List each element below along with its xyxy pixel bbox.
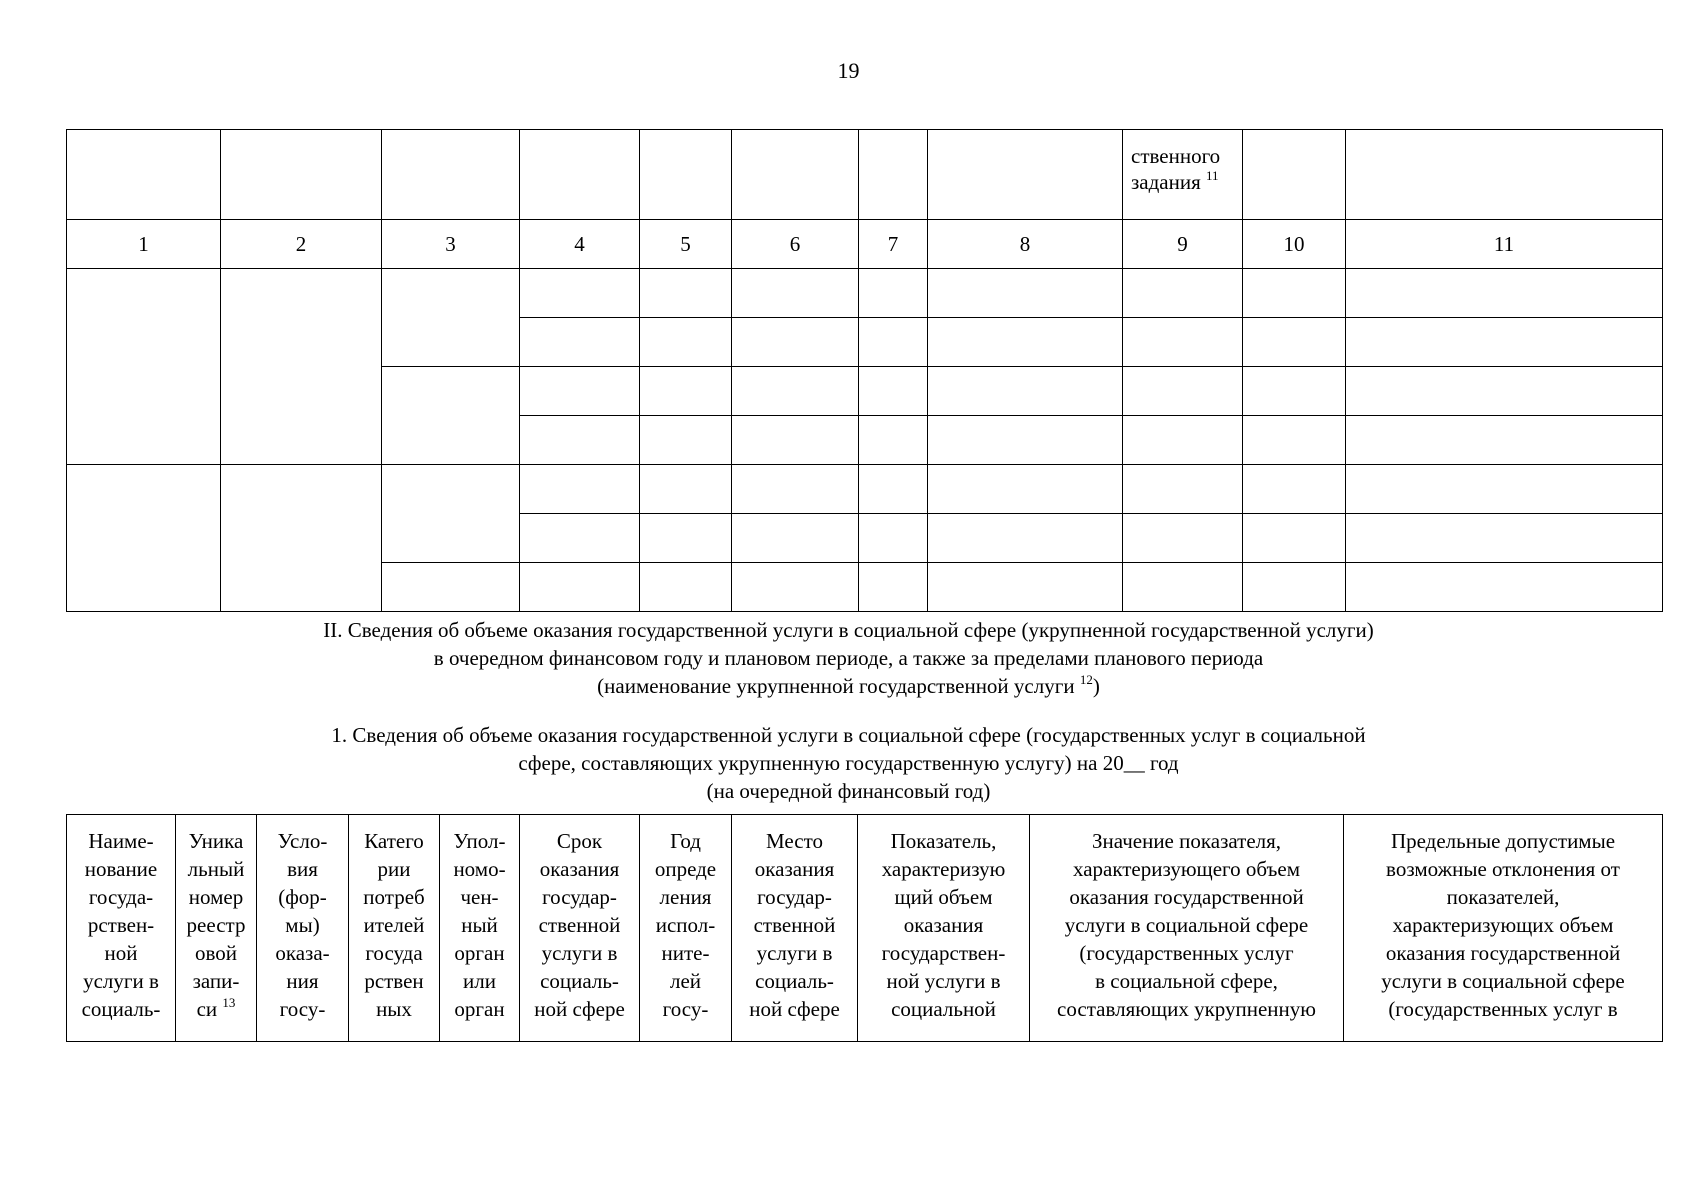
- column-header-line: овой: [194, 941, 237, 965]
- column-header: [176, 815, 257, 1042]
- column-header-line: характеризующего объем: [1072, 857, 1301, 881]
- column-header-line: орган: [454, 941, 505, 965]
- table-cell: [520, 318, 640, 367]
- table-cell: [640, 367, 732, 416]
- footnote-ref: 13: [222, 995, 236, 1010]
- header-cell-state-task: [1123, 130, 1243, 220]
- table-cell: [928, 318, 1123, 367]
- column-header-line: чен-: [460, 885, 499, 909]
- indicator-table: [66, 129, 1663, 612]
- header-cell: [1346, 130, 1663, 220]
- table-cell: [640, 563, 732, 612]
- column-header-line: государ-: [542, 885, 617, 909]
- column-number: 2: [221, 220, 382, 269]
- column-header-line: запи-: [192, 969, 240, 993]
- column-number: 8: [928, 220, 1123, 269]
- table-header-row: [67, 815, 1663, 1042]
- column-header-line: ните-: [661, 941, 710, 965]
- column-header-line: социаль-: [540, 969, 619, 993]
- footnote-ref: 12: [1079, 672, 1093, 687]
- column-header-line: щий объем: [894, 885, 993, 909]
- table-cell: [520, 465, 640, 514]
- table-cell: [928, 416, 1123, 465]
- column-header-line: номо-: [453, 857, 506, 881]
- table-cell: [1243, 416, 1346, 465]
- column-header-line: характеризую: [881, 857, 1006, 881]
- page-number: 19: [837, 58, 860, 83]
- table-cell: [640, 514, 732, 563]
- column-header-line: ителей: [363, 913, 425, 937]
- table-cell: [1243, 367, 1346, 416]
- table-cell: [1123, 318, 1243, 367]
- table-cell: [859, 563, 928, 612]
- column-header-line: социаль-: [81, 997, 161, 1021]
- column-header-line: (фор-: [278, 885, 327, 909]
- header-cell: [859, 130, 928, 220]
- column-header-line: госу-: [662, 997, 709, 1021]
- column-header-line: льный: [187, 857, 245, 881]
- column-header-line: Уника: [188, 829, 244, 853]
- column-header-line: услуги в: [541, 941, 618, 965]
- table-cell: [1123, 465, 1243, 514]
- table-row: [67, 269, 1663, 318]
- column-number: 3: [382, 220, 520, 269]
- column-number: 10: [1243, 220, 1346, 269]
- column-header-line: Наиме-: [88, 829, 154, 853]
- table-cell: [928, 269, 1123, 318]
- column-number: 4: [520, 220, 640, 269]
- header-cell: [382, 130, 520, 220]
- table-header-row: [67, 130, 1663, 220]
- column-header-line: ной сфере: [749, 997, 840, 1021]
- column-header-line: оказа-: [275, 941, 330, 965]
- column-header-line: рии: [377, 857, 411, 881]
- column-header-line: ления: [659, 885, 712, 909]
- column-header-line: возможные отклонения от: [1386, 857, 1620, 881]
- table-cell: [1123, 416, 1243, 465]
- column-header-line: ной сфере: [534, 997, 625, 1021]
- table-cell: [732, 367, 859, 416]
- column-header-line: госуда-: [88, 885, 154, 909]
- column-header-line: орган: [454, 997, 505, 1021]
- table-cell: [928, 367, 1123, 416]
- table-cell: [732, 269, 859, 318]
- table-cell: [520, 269, 640, 318]
- column-header: [257, 815, 349, 1042]
- table-cell: [67, 465, 221, 612]
- column-number: 6: [732, 220, 859, 269]
- column-header-line: ния: [286, 969, 319, 993]
- table-cell: [732, 465, 859, 514]
- section-title-line: [0, 672, 1697, 700]
- section-title-text: (наименование укрупненной государственной услуги: [597, 674, 1075, 698]
- column-header-line: ных: [376, 997, 412, 1021]
- column-header-line: оказания государственной: [1385, 941, 1621, 965]
- column-header-line: мы): [285, 913, 320, 937]
- table-cell: [859, 269, 928, 318]
- column-number: 9: [1123, 220, 1243, 269]
- column-header: [67, 815, 176, 1042]
- column-header: [349, 815, 440, 1042]
- table-cell: [859, 514, 928, 563]
- table-cell: [1243, 465, 1346, 514]
- column-header-line: Год: [670, 829, 701, 853]
- column-header: [520, 815, 640, 1042]
- column-header-line: госу-: [279, 997, 326, 1021]
- header-cell: [928, 130, 1123, 220]
- column-header-line: характеризующих объем: [1392, 913, 1614, 937]
- table-cell: [382, 367, 520, 465]
- column-header-line: рствен-: [87, 913, 155, 937]
- header-line: задания: [1131, 170, 1201, 194]
- table-cell: [382, 465, 520, 563]
- table-cell: [520, 416, 640, 465]
- column-header-line: номер: [188, 885, 244, 909]
- column-header-line: потреб: [363, 885, 425, 909]
- column-header-line: социаль-: [755, 969, 834, 993]
- table-cell: [1346, 416, 1663, 465]
- table-cell: [1346, 318, 1663, 367]
- table-cell: [520, 367, 640, 416]
- header-cell: [221, 130, 382, 220]
- column-header-line: госуда: [365, 941, 423, 965]
- section-title: [0, 616, 1697, 700]
- column-header: [1344, 815, 1663, 1042]
- header-cell: [1243, 130, 1346, 220]
- table-cell: [859, 318, 928, 367]
- table-cell: [1346, 367, 1663, 416]
- column-header-line: оказания: [903, 913, 984, 937]
- table-cell: [1243, 563, 1346, 612]
- table-cell: [382, 269, 520, 367]
- table-row: [67, 465, 1663, 514]
- column-header-line: социальной: [891, 997, 996, 1021]
- table-cell: [732, 416, 859, 465]
- column-number: 11: [1346, 220, 1663, 269]
- column-number-row: [67, 220, 1663, 269]
- table-cell: [1346, 269, 1663, 318]
- column-header-line: показателей,: [1446, 885, 1560, 909]
- section-title-line: II. Сведения об объеме оказания государственной услуги в социальной сфере (укрупненной государственной услуги): [323, 618, 1374, 642]
- table-cell: [640, 269, 732, 318]
- column-header-line: [176, 995, 256, 1023]
- column-header-line: Срок: [556, 829, 603, 853]
- column-header-line: лей: [669, 969, 702, 993]
- table-cell: [732, 514, 859, 563]
- table-cell: [732, 318, 859, 367]
- column-header-text: си: [196, 997, 218, 1021]
- table-cell: [859, 416, 928, 465]
- column-header-line: (государственных услуг: [1079, 941, 1294, 965]
- column-header: [640, 815, 732, 1042]
- column-header-line: рствен: [364, 969, 424, 993]
- header-cell: [640, 130, 732, 220]
- column-header-line: составляющих укрупненную: [1057, 997, 1316, 1021]
- column-header-line: Предельные допустимые: [1390, 829, 1616, 853]
- column-header: [732, 815, 858, 1042]
- column-header-line: услуги в: [83, 969, 159, 993]
- column-header-line: нование: [84, 857, 158, 881]
- volume-table: [66, 814, 1663, 1042]
- table-cell: [640, 416, 732, 465]
- subsection-title-line: (на очередной финансовый год): [706, 779, 991, 803]
- column-header-line: Усло-: [277, 829, 328, 853]
- table-cell: [1346, 514, 1663, 563]
- column-header: [440, 815, 520, 1042]
- column-header-line: оказания: [754, 857, 835, 881]
- column-header-line: Показатель,: [890, 829, 997, 853]
- table-cell: [221, 465, 382, 612]
- column-header-line: услуги в социальной сфере: [1064, 913, 1309, 937]
- section-title-line: в очередном финансовом году и плановом периоде, а также за пределами планового периода: [433, 646, 1264, 670]
- header-cell: [520, 130, 640, 220]
- table-cell: [640, 318, 732, 367]
- table-cell: [1123, 269, 1243, 318]
- table-cell: [1346, 563, 1663, 612]
- column-header-line: Место: [766, 829, 823, 853]
- footnote-ref: 11: [1206, 168, 1219, 183]
- column-header-line: государствен-: [881, 941, 1006, 965]
- table-cell: [928, 514, 1123, 563]
- column-number: 5: [640, 220, 732, 269]
- table-cell: [67, 269, 221, 465]
- column-header-line: ственной: [538, 913, 621, 937]
- column-header-line: опреде: [654, 857, 717, 881]
- header-line: ственного: [1131, 144, 1221, 168]
- subsection-title-line: 1. Сведения об объеме оказания государственной услуги в социальной сфере (государственных услуг в социальной: [331, 723, 1366, 747]
- subsection-title: [0, 721, 1697, 805]
- table-cell: [1123, 514, 1243, 563]
- column-header-line: реестр: [186, 913, 246, 937]
- table-cell: [640, 465, 732, 514]
- table-cell: [1123, 367, 1243, 416]
- column-header-line: Значение показателя,: [1091, 829, 1282, 853]
- header-cell: [67, 130, 221, 220]
- column-header-line: ственной: [753, 913, 836, 937]
- column-header-line: государ-: [757, 885, 832, 909]
- table-cell: [1243, 318, 1346, 367]
- column-header-line: услуги в социальной сфере: [1381, 969, 1625, 993]
- table-cell: [859, 465, 928, 514]
- column-header-line: ной услуги в: [886, 969, 1001, 993]
- column-header-line: вия: [287, 857, 318, 881]
- table-cell: [1243, 514, 1346, 563]
- table-cell: [859, 367, 928, 416]
- column-header: [858, 815, 1030, 1042]
- table-cell: [1243, 269, 1346, 318]
- table-cell: [1123, 563, 1243, 612]
- column-header: [1030, 815, 1344, 1042]
- column-number: 1: [67, 220, 221, 269]
- column-header-line: ной: [104, 941, 138, 965]
- column-header-line: Катего: [364, 829, 424, 853]
- column-header-line: услуги в: [756, 941, 833, 965]
- column-header-line: ный: [461, 913, 498, 937]
- table-cell: [928, 465, 1123, 514]
- header-cell: [732, 130, 859, 220]
- column-number: 7: [859, 220, 928, 269]
- table-cell: [1346, 465, 1663, 514]
- column-header-line: или: [463, 969, 496, 993]
- column-header-line: оказания государственной: [1069, 885, 1304, 909]
- subsection-title-line: сфере, составляющих укрупненную государственную услугу) на 20__ год: [518, 751, 1179, 775]
- column-header-line: в социальной сфере,: [1095, 969, 1278, 993]
- table-cell: [928, 563, 1123, 612]
- column-header-line: оказания: [539, 857, 620, 881]
- column-header-line: испол-: [655, 913, 716, 937]
- table-cell: [520, 563, 640, 612]
- closing-paren: ): [1092, 674, 1100, 698]
- table-cell: [520, 514, 640, 563]
- column-header-line: (государственных услуг в: [1388, 997, 1618, 1021]
- column-header-line: Упол-: [453, 829, 506, 853]
- table-cell: [732, 563, 859, 612]
- table-cell: [382, 563, 520, 612]
- table-cell: [221, 269, 382, 465]
